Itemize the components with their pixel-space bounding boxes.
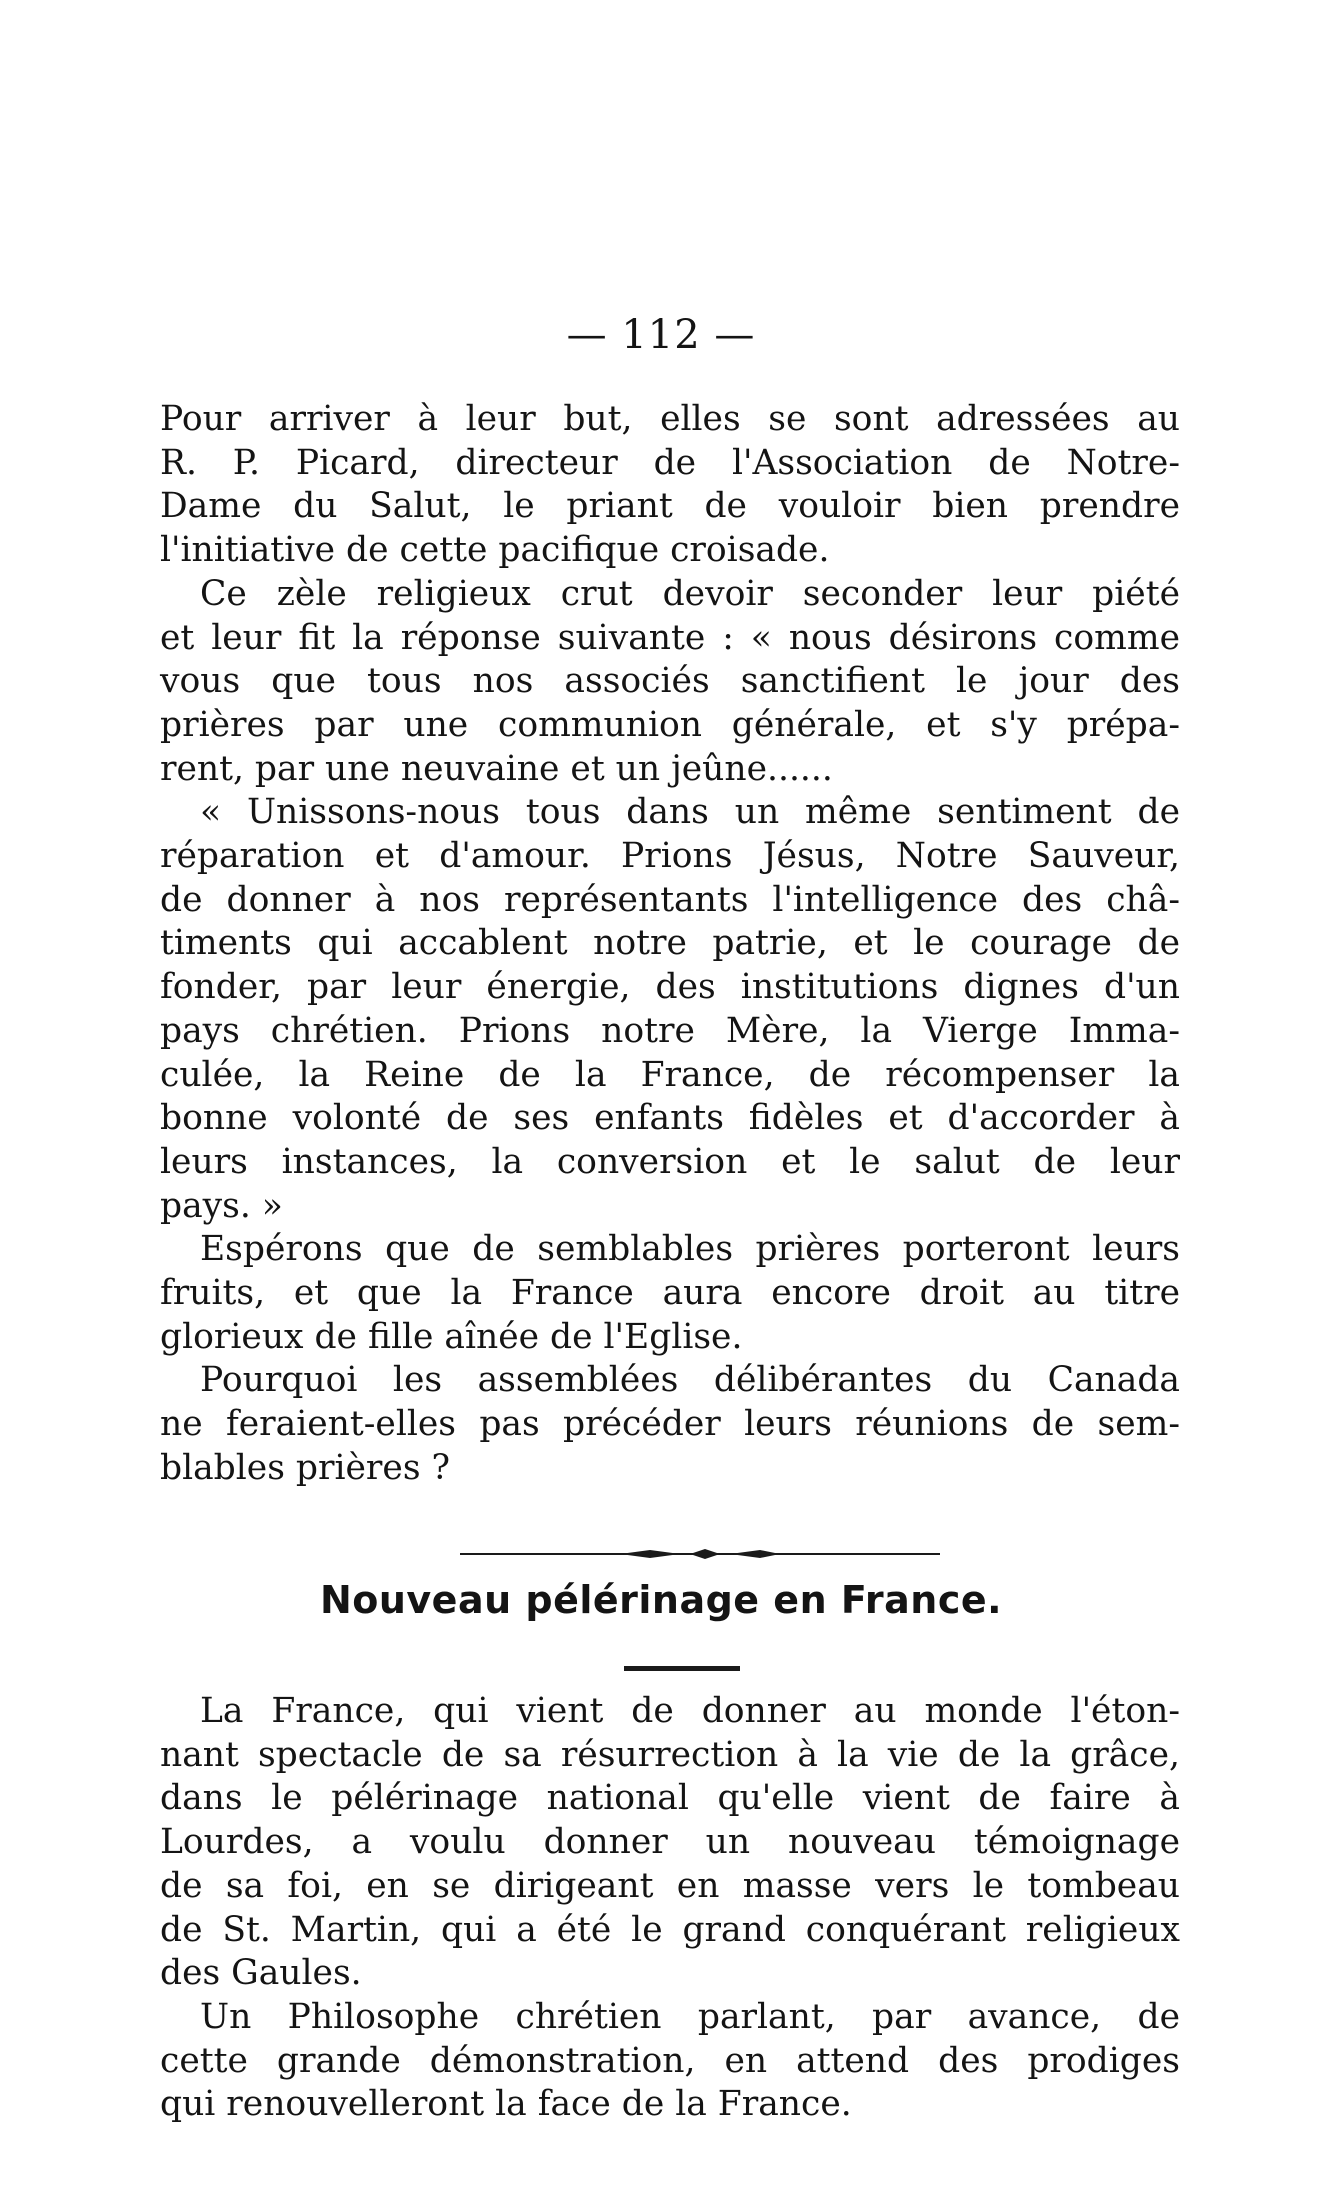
text-line: et leur fit la réponse suivante : « nous désirons comme: [160, 617, 1180, 658]
text-line: vous que tous nos associés sanctifient le jour des: [160, 661, 1180, 702]
text-line: nant spectacle de sa résurrection à la vie de la grâce,: [160, 1734, 1180, 1775]
text-line: culée, la Reine de la France, de récompenser la: [160, 1054, 1180, 1095]
text-line: prières par une communion générale, et s'y prépa-: [160, 704, 1180, 745]
page-number: — 112 —: [566, 312, 756, 358]
text-line: glorieux de fille aînée de l'Eglise.: [160, 1316, 743, 1357]
text-line: de St. Martin, qui a été le grand conquérant religieux: [160, 1909, 1180, 1950]
text-line: qui renouvelleront la face de la France.: [160, 2084, 852, 2125]
text-line: timents qui accablent notre patrie, et le courage de: [160, 923, 1180, 964]
text-line: Lourdes, a voulu donner un nouveau témoignage: [160, 1822, 1180, 1863]
text-line: « Unissons-nous tous dans un même sentiment de: [200, 792, 1180, 833]
text-line: La France, qui vient de donner au monde l'éton-: [200, 1691, 1180, 1731]
text-line: bonne volonté de ses enfants fidèles et d'accorder à: [160, 1098, 1180, 1139]
text-line: R. P. Picard, directeur de l'Association de Notre-: [160, 442, 1180, 483]
text-line: Espérons que de semblables prières porteront leurs: [200, 1229, 1180, 1270]
section-heading: Nouveau pélérinage en France.: [319, 1578, 1003, 1622]
text-line: dans le pélérinage national qu'elle vient de faire à: [160, 1778, 1180, 1819]
heading-underline: [624, 1666, 740, 1671]
text-line: blables prières ?: [160, 1447, 450, 1488]
text-line: Pourquoi les assemblées délibérantes du Canada: [200, 1360, 1180, 1401]
text-line: l'initiative de cette pacifique croisade.: [160, 530, 830, 571]
text-line: fruits, et que la France aura encore droit au titre: [160, 1273, 1180, 1314]
text-block-pilgrimage: [160, 1690, 1180, 2127]
text-line: Un Philosophe chrétien parlant, par avance, de: [200, 1996, 1180, 2037]
text-line: réparation et d'amour. Prions Jésus, Notre Sauveur,: [160, 836, 1180, 877]
ornamental-divider: [460, 1547, 940, 1561]
text-line: pays. »: [160, 1185, 283, 1226]
text-line: de sa foi, en se dirigeant en masse vers le tombeau: [160, 1865, 1180, 1906]
text-line: Ce zèle religieux crut devoir seconder leur piété: [200, 573, 1180, 614]
text-line: pays chrétien. Prions notre Mère, la Vierge Imma-: [160, 1010, 1180, 1051]
text-line: leurs instances, la conversion et le salut de leur: [160, 1141, 1180, 1182]
text-line: fonder, par leur énergie, des institutions dignes d'un: [160, 967, 1180, 1008]
text-line: Pour arriver à leur but, elles se sont adressées au: [160, 399, 1180, 439]
text-block-petition: [160, 398, 1180, 1491]
text-line: de donner à nos représentants l'intelligence des châ-: [160, 879, 1180, 920]
text-line: rent, par une neuvaine et un jeûne......: [160, 748, 833, 789]
text-line: ne feraient-elles pas précéder leurs réunions de sem-: [160, 1404, 1180, 1445]
text-line: cette grande démonstration, en attend des prodiges: [160, 2040, 1180, 2081]
text-line: des Gaules.: [160, 1953, 362, 1994]
text-line: Dame du Salut, le priant de vouloir bien prendre: [160, 486, 1180, 527]
